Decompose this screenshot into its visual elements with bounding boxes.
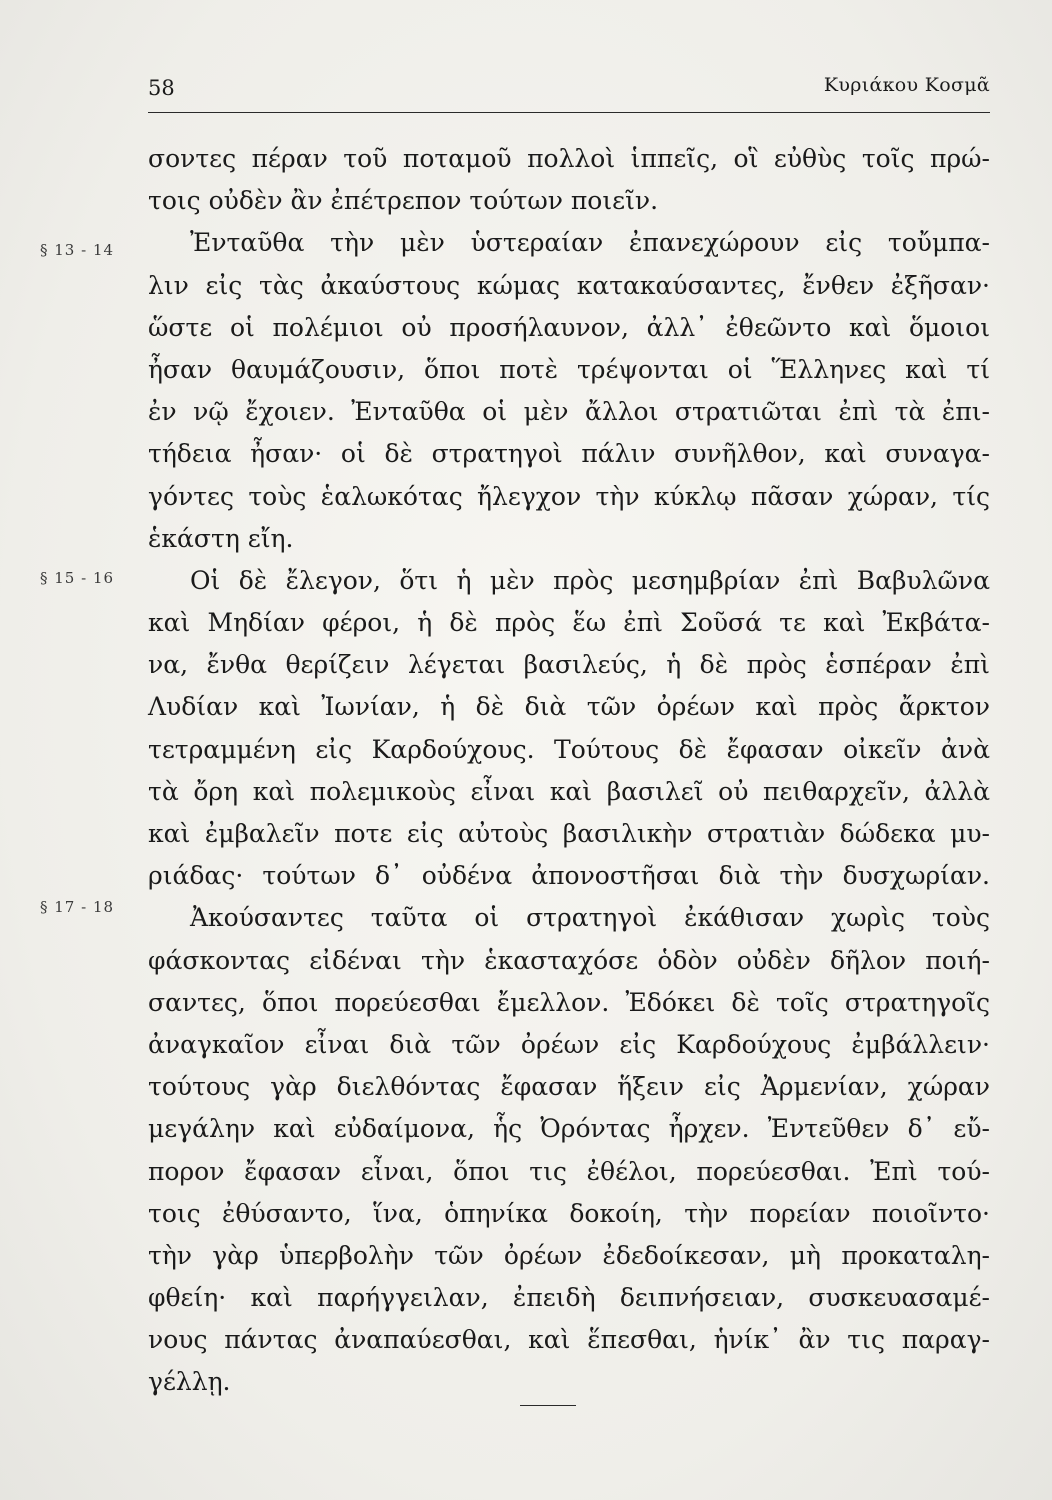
text-line: φάσκοντας εἰδέναι τὴν ἑκασταχόσε ὁδὸν οὐδὲν δῆλον ποιή-	[148, 945, 990, 975]
text-line: Λυδίαν καὶ Ἰωνίαν, ἡ δὲ διὰ τῶν ὀρέων καὶ πρὸς ἄρκτον	[148, 692, 990, 722]
paragraph-first-line: Οἱ δὲ ἔλεγον, ὅτι ἡ μὲν πρὸς μεσημβρίαν ἐπὶ Βαβυλῶνα	[190, 565, 990, 595]
header-rule	[148, 112, 990, 113]
text-line: φθείη· καὶ παρήγγειλαν, ἐπειδὴ δειπνήσειαν, συσκευασαμέ-	[148, 1283, 990, 1313]
section-ref-15-16: § 15 - 16	[40, 569, 115, 587]
section-ref-13-14: § 13 - 14	[40, 241, 115, 259]
running-head	[148, 72, 990, 106]
text-line: καὶ Μηδίαν φέροι, ἡ δὲ πρὸς ἕω ἐπὶ Σοῦσά τε καὶ Ἐκβάτα-	[148, 608, 990, 638]
text-line: τήδεια ἦσαν· οἱ δὲ στρατηγοὶ πάλιν συνῆλθον, καὶ συναγα-	[148, 439, 990, 469]
running-head-title: Κυριάκου Κοσμᾶ	[823, 74, 990, 96]
body-text	[148, 138, 990, 1404]
paragraph-first-line: Ἀκούσαντες ταῦτα οἱ στρατηγοὶ ἐκάθισαν χωρὶς τοὺς	[190, 903, 990, 933]
text-line: σοντες πέραν τοῦ ποταμοῦ πολλοὶ ἱππεῖς, οἳ εὐθὺς τοῖς πρώ-	[148, 144, 990, 173]
text-line: τετραμμένη εἰς Καρδούχους. Τούτους δὲ ἔφασαν οἰκεῖν ἀνὰ	[148, 734, 990, 764]
text-line: ἀναγκαῖον εἶναι διὰ τῶν ὀρέων εἰς Καρδούχους ἐμβάλλειν·	[148, 1029, 990, 1059]
text-line: να, ἔνθα θερίζειν λέγεται βασιλεύς, ἡ δὲ πρὸς ἑσπέραν ἐπὶ	[148, 650, 990, 680]
text-line: τοις ἐθύσαντο, ἵνα, ὁπηνίκα δοκοίη, τὴν πορείαν ποιοῖντο·	[148, 1198, 990, 1228]
section-end-rule	[520, 1405, 576, 1406]
text-line: τούτους γὰρ διελθόντας ἔφασαν ἥξειν εἰς Ἀρμενίαν, χώραν	[148, 1072, 990, 1102]
text-line: τὰ ὄρη καὶ πολεμικοὺς εἶναι καὶ βασιλεῖ οὐ πειθαρχεῖν, ἀλλὰ	[148, 776, 990, 806]
text-line: τὴν γὰρ ὑπερβολὴν τῶν ὀρέων ἐδεδοίκεσαν, μὴ προκαταλη-	[148, 1240, 990, 1270]
text-line: γέλλῃ.	[148, 1367, 231, 1397]
text-line: νους πάντας ἀναπαύεσθαι, καὶ ἕπεσθαι, ἡνίκ᾽ ἂν τις παραγ-	[148, 1325, 990, 1355]
text-line: σαντες, ὅποι πορεύεσθαι ἔμελλον. Ἐδόκει δὲ τοῖς στρατηγοῖς	[148, 987, 990, 1017]
section-ref-17-18: § 17 - 18	[40, 898, 115, 916]
text-line: ἐν νῷ ἔχοιεν. Ἐνταῦθα οἱ μὲν ἄλλοι στρατιῶται ἐπὶ τὰ ἐπι-	[148, 397, 990, 427]
text-line: πορον ἔφασαν εἶναι, ὅποι τις ἐθέλοι, πορεύεσθαι. Ἐπὶ τού-	[148, 1156, 990, 1186]
text-line: λιν εἰς τὰς ἀκαύστους κώμας κατακαύσαντες, ἔνθεν ἐξῆσαν·	[148, 270, 990, 300]
text-line: ὥστε οἱ πολέμιοι οὐ προσήλαυνον, ἀλλ᾽ ἐθεῶντο καὶ ὅμοιοι	[148, 312, 990, 342]
text-line: καὶ ἐμβαλεῖν ποτε εἰς αὐτοὺς βασιλικὴν στρατιὰν δώδεκα μυ-	[148, 819, 990, 848]
text-line: ἦσαν θαυμάζουσιν, ὅποι ποτὲ τρέψονται οἱ Ἕλληνες καὶ τί	[148, 354, 990, 384]
text-line: ἑκάστη εἴη.	[148, 523, 294, 553]
text-line: γόντες τοὺς ἑαλωκότας ἤλεγχον τὴν κύκλῳ πᾶσαν χώραν, τίς	[148, 481, 990, 511]
text-line: μεγάλην καὶ εὐδαίμονα, ἧς Ὀρόντας ἦρχεν. Ἐντεῦθεν δ᾽ εὔ-	[148, 1114, 990, 1144]
text-line: ριάδας· τούτων δ᾽ οὐδένα ἀπονοστῆσαι διὰ τὴν δυσχωρίαν.	[148, 861, 990, 891]
page-number: 58	[148, 76, 175, 100]
paragraph-first-line: Ἐνταῦθα τὴν μὲν ὑστεραίαν ἐπανεχώρουν εἰς τοὔμπα-	[190, 228, 990, 258]
text-line: τοις οὐδὲν ἂν ἐπέτρεπον τούτων ποιεῖν.	[148, 186, 659, 216]
